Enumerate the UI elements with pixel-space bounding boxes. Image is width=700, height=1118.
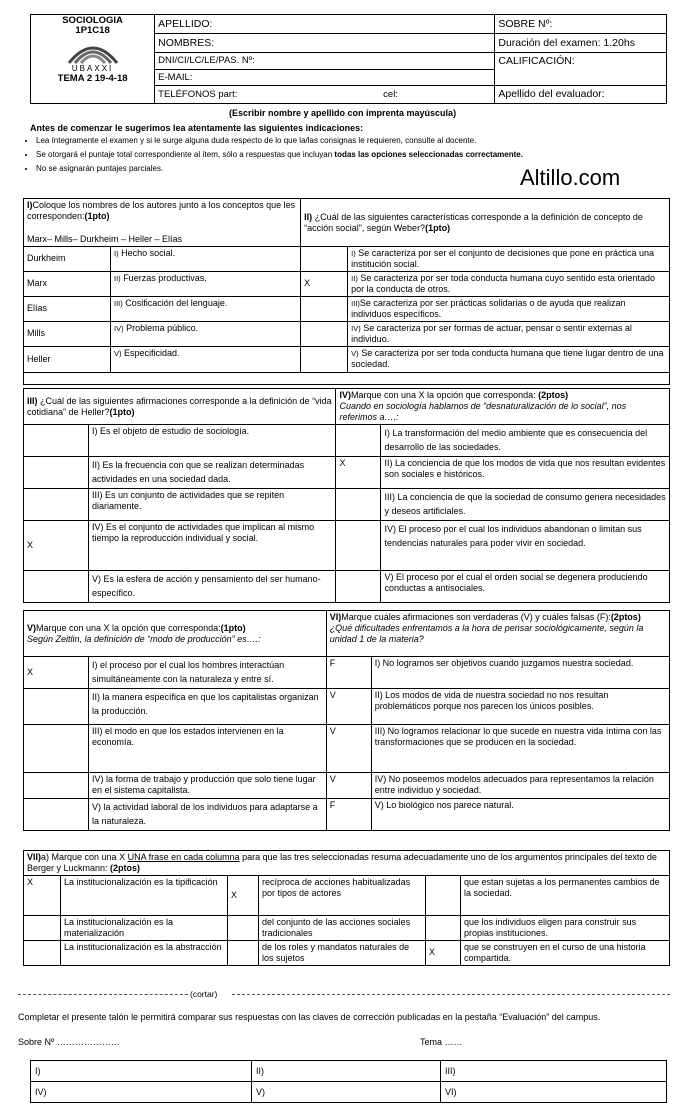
- q7-option-col2: del conjunto de las acciones sociales tradicionales: [259, 915, 426, 940]
- cut-label: (cortar): [190, 989, 218, 999]
- q7-mark-col2[interactable]: X: [228, 875, 259, 915]
- q3-title: III) ¿Cuál de las siguientes afirmaciones corresponde a la definición de “vida cotidiana” de Heller?(1pto): [24, 389, 336, 425]
- q7-mark-col1[interactable]: [24, 915, 61, 940]
- talon-cell-ii[interactable]: II): [252, 1061, 441, 1082]
- cut-dash-left: [18, 994, 188, 995]
- q4-option: V) El proceso por el cual el orden social se degenera produciendo conductas a antisociales.: [381, 570, 670, 602]
- q1-concept: III) Cosificación del lenguaje.: [111, 296, 301, 321]
- instructions-title: Antes de comenzar le sugerimos lea atentamente las siguientes indicaciones:: [30, 123, 364, 133]
- q4-option: II) La conciencia de que los modos de vida que nos resultan evidentes son sociales e históricos.: [381, 457, 670, 489]
- q5-option: II) la manera específica en que los capitalistas organizan la producción.: [89, 689, 327, 725]
- q2-mark[interactable]: [301, 296, 348, 321]
- q5-mark[interactable]: [24, 799, 89, 831]
- q5-title: V)Marque con una X la opción que corresponda:(1pto) Según Zeitlin, la definición de “modo de producción” es….:: [24, 611, 327, 657]
- q7-mark-col2[interactable]: [228, 940, 259, 965]
- telefonos-label: TELÉFONOS part:: [158, 88, 238, 100]
- q5-mark[interactable]: [24, 773, 89, 799]
- sobre-line[interactable]: Sobre Nº …………………: [18, 1037, 120, 1047]
- q5-mark[interactable]: X: [24, 657, 89, 689]
- q3-q4-table: [23, 388, 670, 603]
- q7-option-col3: que estan sujetas a los permanentes cambios de la sociedad.: [461, 875, 670, 915]
- field-evaluador[interactable]: Apellido del evaluador:: [495, 86, 667, 104]
- q5-option: III) el modo en que los estados intervienen en la economía.: [89, 725, 327, 773]
- q7-option-col2: de los roles y mandatos naturales de los sujetos: [259, 940, 426, 965]
- q7-mark-col3[interactable]: [426, 915, 461, 940]
- q6-option: III) No logramos relacionar lo que sucede en nuestra vida íntima con las transformaciones que se producen en la sociedad.: [371, 725, 669, 773]
- q2-title: II) ¿Cuál de las siguientes características corresponde a la definición de concepto de “acción social”, según Weber?(1pto): [301, 199, 670, 247]
- q1-title: I)Coloque los nombres de los autores junto a los conceptos que les corresponden:(1pto) Marx– Mills– Durkheim – Heller – Elías: [24, 199, 301, 247]
- talon-cell-iii[interactable]: III): [441, 1061, 667, 1082]
- q3-mark[interactable]: [24, 457, 89, 489]
- q4-mark[interactable]: [336, 570, 381, 602]
- q3-mark[interactable]: [24, 570, 89, 602]
- q7-title: VII)a) Marque con una X UNA frase en cada columna para que las tres seleccionadas resuma adecuadamente uno de los argumentos principales del texto de Berger y Luckmann: (2ptos): [24, 851, 670, 876]
- q2-option: V) Se caracteriza por ser toda conducta humana que tiene lugar dentro de una sociedad.: [348, 346, 670, 372]
- q7-option-col2: recíproca de acciones habitualizadas por tipos de actores: [259, 875, 426, 915]
- q7-option-col1: La institucionalización es la abstracción: [61, 940, 228, 965]
- q1-author-cell[interactable]: Elías: [24, 296, 111, 321]
- header-note: (Escribir nombre y apellido con imprenta mayúscula): [229, 108, 457, 118]
- ubaxxi-logo: [63, 39, 123, 65]
- q6-option: IV) No poseemos modelos adecuados para representamos la relación entre individuo y sociedad.: [371, 773, 669, 799]
- talon-cell-vi[interactable]: VI): [441, 1082, 667, 1103]
- q4-option: IV) El proceso por el cual los individuos abandonan o limitan sus tendencias naturales para poder vivir en sociedad.: [381, 520, 670, 570]
- talon-cell-v[interactable]: V): [252, 1082, 441, 1103]
- field-duracion: Duración del examen: 1.20hs: [495, 34, 667, 53]
- spacer-row: [24, 372, 670, 384]
- course-code: 1P1C18: [75, 25, 110, 37]
- q5-mark[interactable]: [24, 725, 89, 773]
- talon-cell-i[interactable]: I): [31, 1061, 252, 1082]
- q3-option: V) Es la esfera de acción y pensamiento del ser humano-específico.: [89, 570, 336, 602]
- q2-option: I) Se caracteriza por ser el conjunto de decisiones que pone en práctica una institución social.: [348, 247, 670, 272]
- field-apellido[interactable]: APELLIDO:: [155, 15, 495, 34]
- q5-q6-table: [23, 610, 670, 831]
- instruction-item: • No se asignarán puntajes parciales.: [36, 162, 676, 176]
- field-dni[interactable]: DNI/CI/LC/LE/PAS. Nº:: [155, 53, 495, 70]
- q7-option-col3: que se construyen en el curso de una historia compartida.: [461, 940, 670, 965]
- q7-option-col1: La institucionalización es la materialización: [61, 915, 228, 940]
- cel-label: cel:: [383, 88, 398, 100]
- field-telefonos[interactable]: [155, 86, 495, 104]
- q6-mark[interactable]: V: [326, 725, 371, 773]
- q3-option: II) Es la frecuencia con que se realizan determinadas actividades en una sociedad dada.: [89, 457, 336, 489]
- q6-option: I) No logramos ser objetivos cuando juzgamos nuestra sociedad.: [371, 657, 669, 689]
- q2-mark[interactable]: [301, 346, 348, 372]
- q6-option: V) Lo biológico nos parece natural.: [371, 799, 669, 831]
- q3-option: III) Es un conjunto de actividades que se repiten diariamente.: [89, 489, 336, 521]
- q1-authors: Marx– Mills– Durkheim – Heller – Elías: [27, 234, 183, 245]
- exam-tema: TEMA 2 19-4-18: [57, 72, 128, 84]
- q7-mark-col1[interactable]: [24, 940, 61, 965]
- q7-mark-col3[interactable]: X: [426, 940, 461, 965]
- q6-mark[interactable]: F: [326, 799, 371, 831]
- q5-option: I) el proceso por el cual los hombres interactúan simultáneamente con la naturaleza y entre sí.: [89, 657, 327, 689]
- q4-title: IV)Marque con una X la opción que corresponda: (2ptos) Cuando en sociología hablamos de “desnaturalización de lo social”, nos referimos a….:: [336, 389, 670, 425]
- header-table: [30, 14, 667, 104]
- q5-option: IV) la forma de trabajo y producción que solo tiene lugar en el sistema capitalista.: [89, 773, 327, 799]
- q6-mark[interactable]: V: [326, 689, 371, 725]
- q4-mark[interactable]: X: [336, 457, 381, 489]
- q5-option: V) la actividad laboral de los individuos para adaptarse a la naturaleza.: [89, 799, 327, 831]
- cut-line: [18, 989, 670, 999]
- q3-mark[interactable]: X: [24, 520, 89, 570]
- field-sobre[interactable]: SOBRE Nº:: [495, 15, 667, 34]
- q2-mark[interactable]: [301, 321, 348, 346]
- field-email[interactable]: E-MAIL:: [155, 69, 495, 86]
- q7-mark-col1[interactable]: X: [24, 875, 61, 915]
- q7-mark-col2[interactable]: [228, 915, 259, 940]
- logo-text: UBAXXI: [71, 63, 114, 73]
- q4-mark[interactable]: [336, 489, 381, 521]
- q6-title: VI)Marque cuáles afirmaciones son verdaderas (V) y cuáles falsas (F):(2ptos) ¿Qué dificultades enfrentamos a la hora de pensar sociológicamente, según la unidad 1 de la materia?: [326, 611, 669, 657]
- q4-mark[interactable]: [336, 520, 381, 570]
- q3-mark[interactable]: [24, 425, 89, 457]
- q1-q2-table: [23, 198, 670, 385]
- talon-cell-iv[interactable]: IV): [31, 1082, 252, 1103]
- q4-mark[interactable]: [336, 425, 381, 457]
- field-calificacion[interactable]: CALIFICACIÓN:: [495, 53, 667, 86]
- q1-author-cell[interactable]: Durkheim: [24, 247, 111, 272]
- tema-line[interactable]: Tema ……: [420, 1037, 463, 1047]
- q1-concept: V) Especificidad.: [111, 346, 301, 372]
- q6-mark[interactable]: V: [326, 773, 371, 799]
- cut-text: Completar el presente talón le permitirá comparar sus respuestas con las claves de corrección publicadas en la pestaña “Evaluación” del campus.: [18, 1012, 601, 1022]
- header-logo-cell: [31, 15, 155, 104]
- q2-option: IV) Se caracteriza por ser formas de actuar, pensar o sentir externas al individuo.: [348, 321, 670, 346]
- q2-option: III)Se caracteriza por ser prácticas solidarias o de ayuda que realizan individuos específicos.: [348, 296, 670, 321]
- q1-author-cell[interactable]: Heller: [24, 346, 111, 372]
- watermark: Altillo.com: [520, 165, 621, 190]
- instruction-item: • Se otorgará el puntaje total correspondiente al ítem, sólo a respuestas que incluyan todas las opciones seleccionadas correctamente.: [36, 148, 676, 162]
- q7-option-col1: La institucionalización es la tipificación: [61, 875, 228, 915]
- q2-mark[interactable]: [301, 247, 348, 272]
- q2-mark[interactable]: X: [301, 271, 348, 296]
- talon-table: [30, 1060, 667, 1103]
- q3-mark[interactable]: [24, 489, 89, 521]
- q6-mark[interactable]: F: [326, 657, 371, 689]
- q5-mark[interactable]: [24, 689, 89, 725]
- q3-option: I) Es el objeto de estudio de sociología.: [89, 425, 336, 457]
- q7-mark-col3[interactable]: [426, 875, 461, 915]
- field-nombres[interactable]: NOMBRES:: [155, 34, 495, 53]
- q1-concept: IV) Problema público.: [111, 321, 301, 346]
- q3-option: IV) Es el conjunto de actividades que implican al mismo tiempo la reproducción individual y social.: [89, 520, 336, 570]
- q2-option: II) Se caracteriza por ser toda conducta humana cuyo sentido esta orientado por la conducta de otros.: [348, 271, 670, 296]
- q4-option: III) La conciencia de que la sociedad de consumo genera necesidades y deseos artificiales.: [381, 489, 670, 521]
- subject-title: SOCIOLOGIA: [62, 15, 123, 26]
- instruction-item: • Lea íntegramente el examen y si le surge alguna duda respecto de lo que la/las consignas le requieren, consulte al docente.: [36, 134, 676, 148]
- q6-option: II) Los modos de vida de nuestra sociedad no nos resultan problemáticos porque nos parecen los únicos posibles.: [371, 689, 669, 725]
- q1-author-cell[interactable]: Marx: [24, 271, 111, 296]
- q1-concept: I) Hecho social.: [111, 247, 301, 272]
- cut-dash-right: [232, 994, 670, 995]
- q1-author-cell[interactable]: Mills: [24, 321, 111, 346]
- q1-concept: II) Fuerzas productivas.: [111, 271, 301, 296]
- q4-option: I) La transformación del medio ambiente que es consecuencia del desarrollo de las sociedades.: [381, 425, 670, 457]
- q7-table: [23, 850, 670, 966]
- q7-option-col3: que los individuos eligen para construir sus propias instituciones.: [461, 915, 670, 940]
